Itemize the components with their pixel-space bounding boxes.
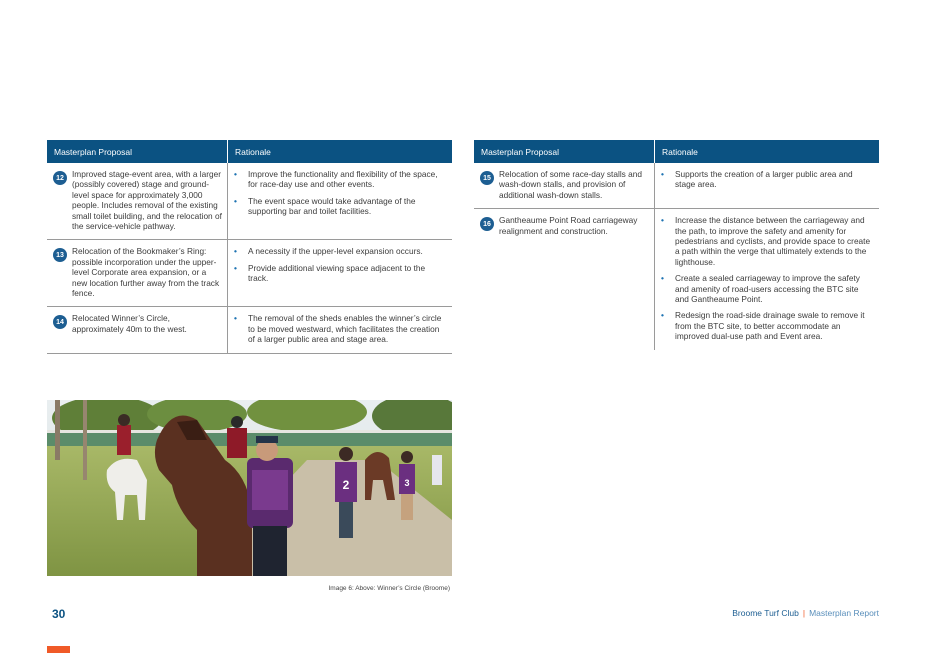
- rationale-text: Create a sealed carriageway to improve the safety and amenity of road-users accessing the BTC site and Gantheaume Point.: [675, 273, 860, 305]
- bullet-dot-icon: •: [661, 169, 664, 179]
- rationale-cell: [228, 240, 452, 306]
- header-proposal: Masterplan Proposal: [47, 140, 228, 163]
- header-proposal: Masterplan Proposal: [474, 140, 655, 163]
- proposal-text: Relocated Winner’s Circle, approximately 40m to the west.: [72, 313, 187, 334]
- left-proposal-table: [47, 140, 452, 354]
- header-rationale: Rationale: [235, 146, 271, 157]
- bullet-dot-icon: •: [234, 313, 237, 324]
- rationale-text: Increase the distance between the carriageway and the path, to improve the safety and amenity for pedestrians and cyclists, and provide space to create a path within the verge that ultimately extends to the lighthouse.: [675, 215, 871, 267]
- item-number-badge: 12: [53, 171, 67, 185]
- accent-bar: [47, 646, 70, 653]
- item-number-badge: 14: [53, 315, 67, 329]
- table-row: [474, 209, 879, 349]
- winners-circle-photo: [47, 400, 452, 576]
- page-number: 30: [52, 607, 66, 621]
- rationale-text: The event space would take advantage of the supporting bar and toilet facilities.: [248, 195, 416, 217]
- bullet-dot-icon: •: [661, 273, 664, 284]
- rationale-bullet: [233, 263, 446, 284]
- item-number-badge: 13: [53, 248, 67, 262]
- proposal-text: Relocation of the Bookmaker’s Ring: possible incorporation under the upper-level Corporate area expansion, or a new location further away from the track fence.: [72, 246, 220, 299]
- proposal-cell: [47, 163, 228, 239]
- table-row: [47, 240, 452, 307]
- rationale-text: Improve the functionality and flexibility of the space, for race-day use and other events.: [248, 169, 438, 190]
- bullet-dot-icon: •: [234, 169, 237, 179]
- proposal-cell: [47, 240, 228, 306]
- right-proposal-table: [474, 140, 879, 350]
- rationale-bullet: [660, 215, 873, 267]
- item-number-badge: 16: [480, 217, 494, 231]
- photo-illustration: [47, 400, 452, 576]
- rationale-text: Supports the creation of a larger public area and stage area.: [675, 169, 853, 190]
- proposal-cell: [47, 307, 228, 352]
- footer-org: Broome Turf Club: [732, 608, 799, 618]
- footer-doc: Masterplan Report: [809, 608, 879, 618]
- proposal-cell: [474, 163, 655, 208]
- proposal-text: Improved stage-event area, with a larger (possibly covered) stage and ground-level space for approximately 3,000 people. Includes removal of the existing small toilet building, and the relocation of the service-vehicle pathway.: [72, 169, 222, 232]
- proposal-cell: [474, 209, 655, 349]
- rationale-bullet: [660, 310, 873, 341]
- bib-number: 3: [404, 478, 410, 488]
- footer-separator: |: [802, 608, 806, 618]
- header-rationale: Rationale: [662, 146, 698, 157]
- rationale-bullet: [660, 273, 873, 304]
- rationale-bullet: [233, 196, 446, 217]
- table-header: [47, 140, 452, 163]
- rationale-text: Provide additional viewing space adjacent to the track.: [248, 262, 426, 284]
- proposal-text: Relocation of some race-day stalls and wash-down stalls, and provision of additional wash-down stalls.: [499, 169, 642, 200]
- rationale-cell: [655, 209, 879, 349]
- proposal-text: Gantheaume Point Road carriageway realignment and construction.: [499, 215, 638, 236]
- rationale-cell: [228, 163, 452, 239]
- rationale-text: A necessity if the upper-level expansion occurs.: [248, 246, 423, 257]
- rationale-bullet: [233, 246, 446, 256]
- table-row: [474, 163, 879, 209]
- footer-title: [732, 608, 879, 618]
- rationale-bullet: [660, 169, 873, 190]
- item-number-badge: 15: [480, 171, 494, 185]
- bullet-dot-icon: •: [661, 215, 664, 226]
- bullet-dot-icon: •: [234, 195, 237, 206]
- table-row: [47, 307, 452, 353]
- rationale-text: The removal of the sheds enables the winner’s circle to be moved westward, which facilitates the creation of a larger public area and stage area.: [248, 313, 442, 345]
- table-row: [47, 163, 452, 240]
- bullet-dot-icon: •: [234, 262, 237, 273]
- bullet-dot-icon: •: [234, 246, 237, 257]
- bib-number: 2: [342, 478, 350, 492]
- table-header: [474, 140, 879, 163]
- rationale-cell: [228, 307, 452, 352]
- rationale-cell: [655, 163, 879, 208]
- photo-caption: Image 6: Above: Winner’s Circle (Broome): [328, 585, 450, 592]
- rationale-bullet: [233, 313, 446, 344]
- rationale-text: Redesign the road-side drainage swale to remove it from the BTC site, to better accommodate an improved dual-use path and Event area.: [675, 310, 865, 342]
- bullet-dot-icon: •: [661, 310, 664, 321]
- rationale-bullet: [233, 169, 446, 190]
